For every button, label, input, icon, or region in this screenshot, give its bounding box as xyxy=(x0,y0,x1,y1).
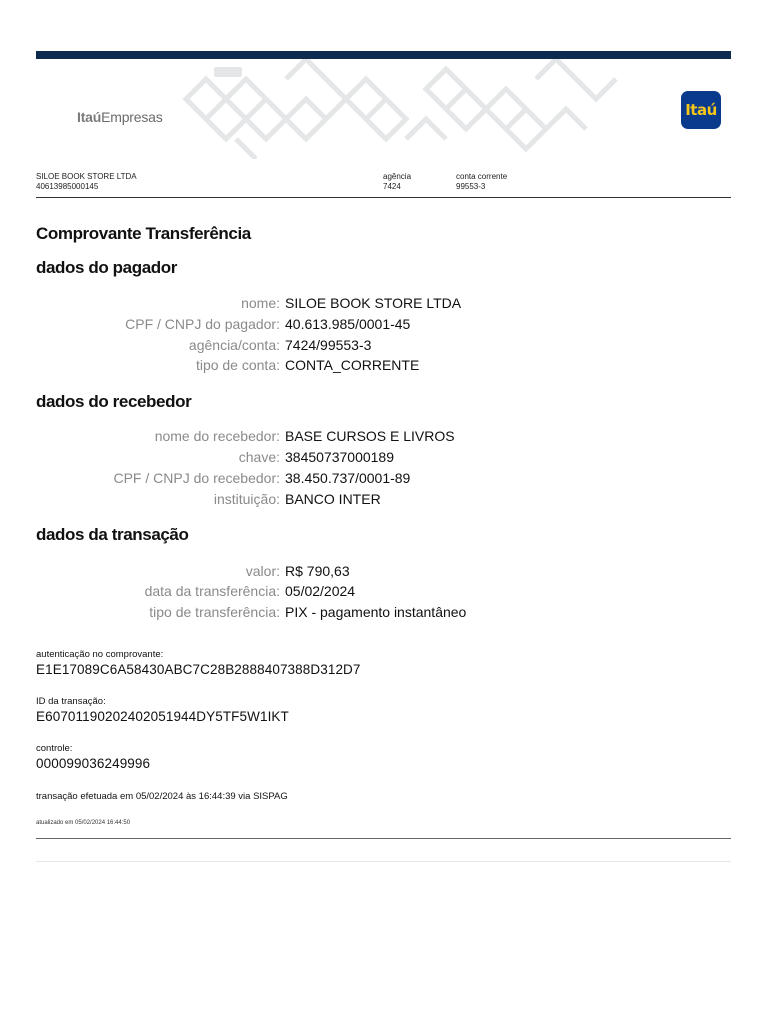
receiver-field-cnpj: CPF / CNPJ do recebedor: 38.450.737/0001-89 xyxy=(113,470,411,486)
receiver-field-key: chave: 38450737000189 xyxy=(238,449,395,465)
header-top-bar xyxy=(36,51,731,59)
agencia-label: agência xyxy=(383,172,412,181)
account-holder xyxy=(36,172,137,192)
payer-field-account: agência/conta: 7424/99553-3 xyxy=(188,337,372,353)
itau-logo-icon: Itaú xyxy=(681,91,721,129)
receiver-section-title: dados do recebedor xyxy=(36,392,192,411)
control-value: 000099036249996 xyxy=(36,756,151,771)
header-divider xyxy=(36,197,731,198)
updated-timestamp: atualizado em 05/02/2024 16:44:50 xyxy=(36,820,131,826)
transaction-id-value: E60701190202402051944DY5TF5W1IKT xyxy=(36,709,289,724)
payer-field-cnpj: CPF / CNPJ do pagador: 40.613.985/0001-45 xyxy=(125,316,411,332)
account-agencia xyxy=(383,172,411,192)
payer-field-name: nome: SILOE BOOK STORE LTDA xyxy=(241,295,462,311)
transaction-field-date: data da transferência: 05/02/2024 xyxy=(144,583,356,599)
control-label: controle: xyxy=(36,743,73,754)
page-title: Comprovante Transferência xyxy=(36,224,251,243)
company-name: SILOE BOOK STORE LTDA xyxy=(36,172,137,181)
receiver-field-name: nome do recebedor: BASE CURSOS E LIVROS xyxy=(154,428,455,444)
transaction-section-title: dados da transação xyxy=(36,525,189,544)
transaction-field-amount: valor: R$ 790,63 xyxy=(245,563,350,579)
footer-light-divider xyxy=(36,861,731,862)
header-banner xyxy=(36,59,731,159)
executed-note: transação efetuada em 05/02/2024 às 16:44:39 via SISPAG xyxy=(36,791,288,802)
receiver-field-institution: instituição: BANCO INTER xyxy=(213,491,381,507)
agencia-value: 7424 xyxy=(383,182,401,191)
conta-label: conta corrente xyxy=(456,172,508,181)
payer-field-account-type: tipo de conta: CONTA_CORRENTE xyxy=(195,357,420,373)
brand-wordmark: ItaúEmpresas xyxy=(77,109,163,125)
decorative-pattern-icon xyxy=(176,59,636,159)
auth-value: E1E17089C6A58430ABC7C28B2888407388D312D7 xyxy=(36,662,361,677)
conta-value: 99553-3 xyxy=(456,182,486,191)
account-conta xyxy=(456,172,507,192)
auth-label: autenticação no comprovante: xyxy=(36,649,164,660)
transaction-field-type: tipo de transferência: PIX - pagamento instantâneo xyxy=(149,604,467,620)
footer-divider xyxy=(36,838,731,839)
payer-section-title: dados do pagador xyxy=(36,258,177,277)
company-id: 40613985000145 xyxy=(36,182,99,191)
transaction-id-label: ID da transação: xyxy=(36,696,106,707)
